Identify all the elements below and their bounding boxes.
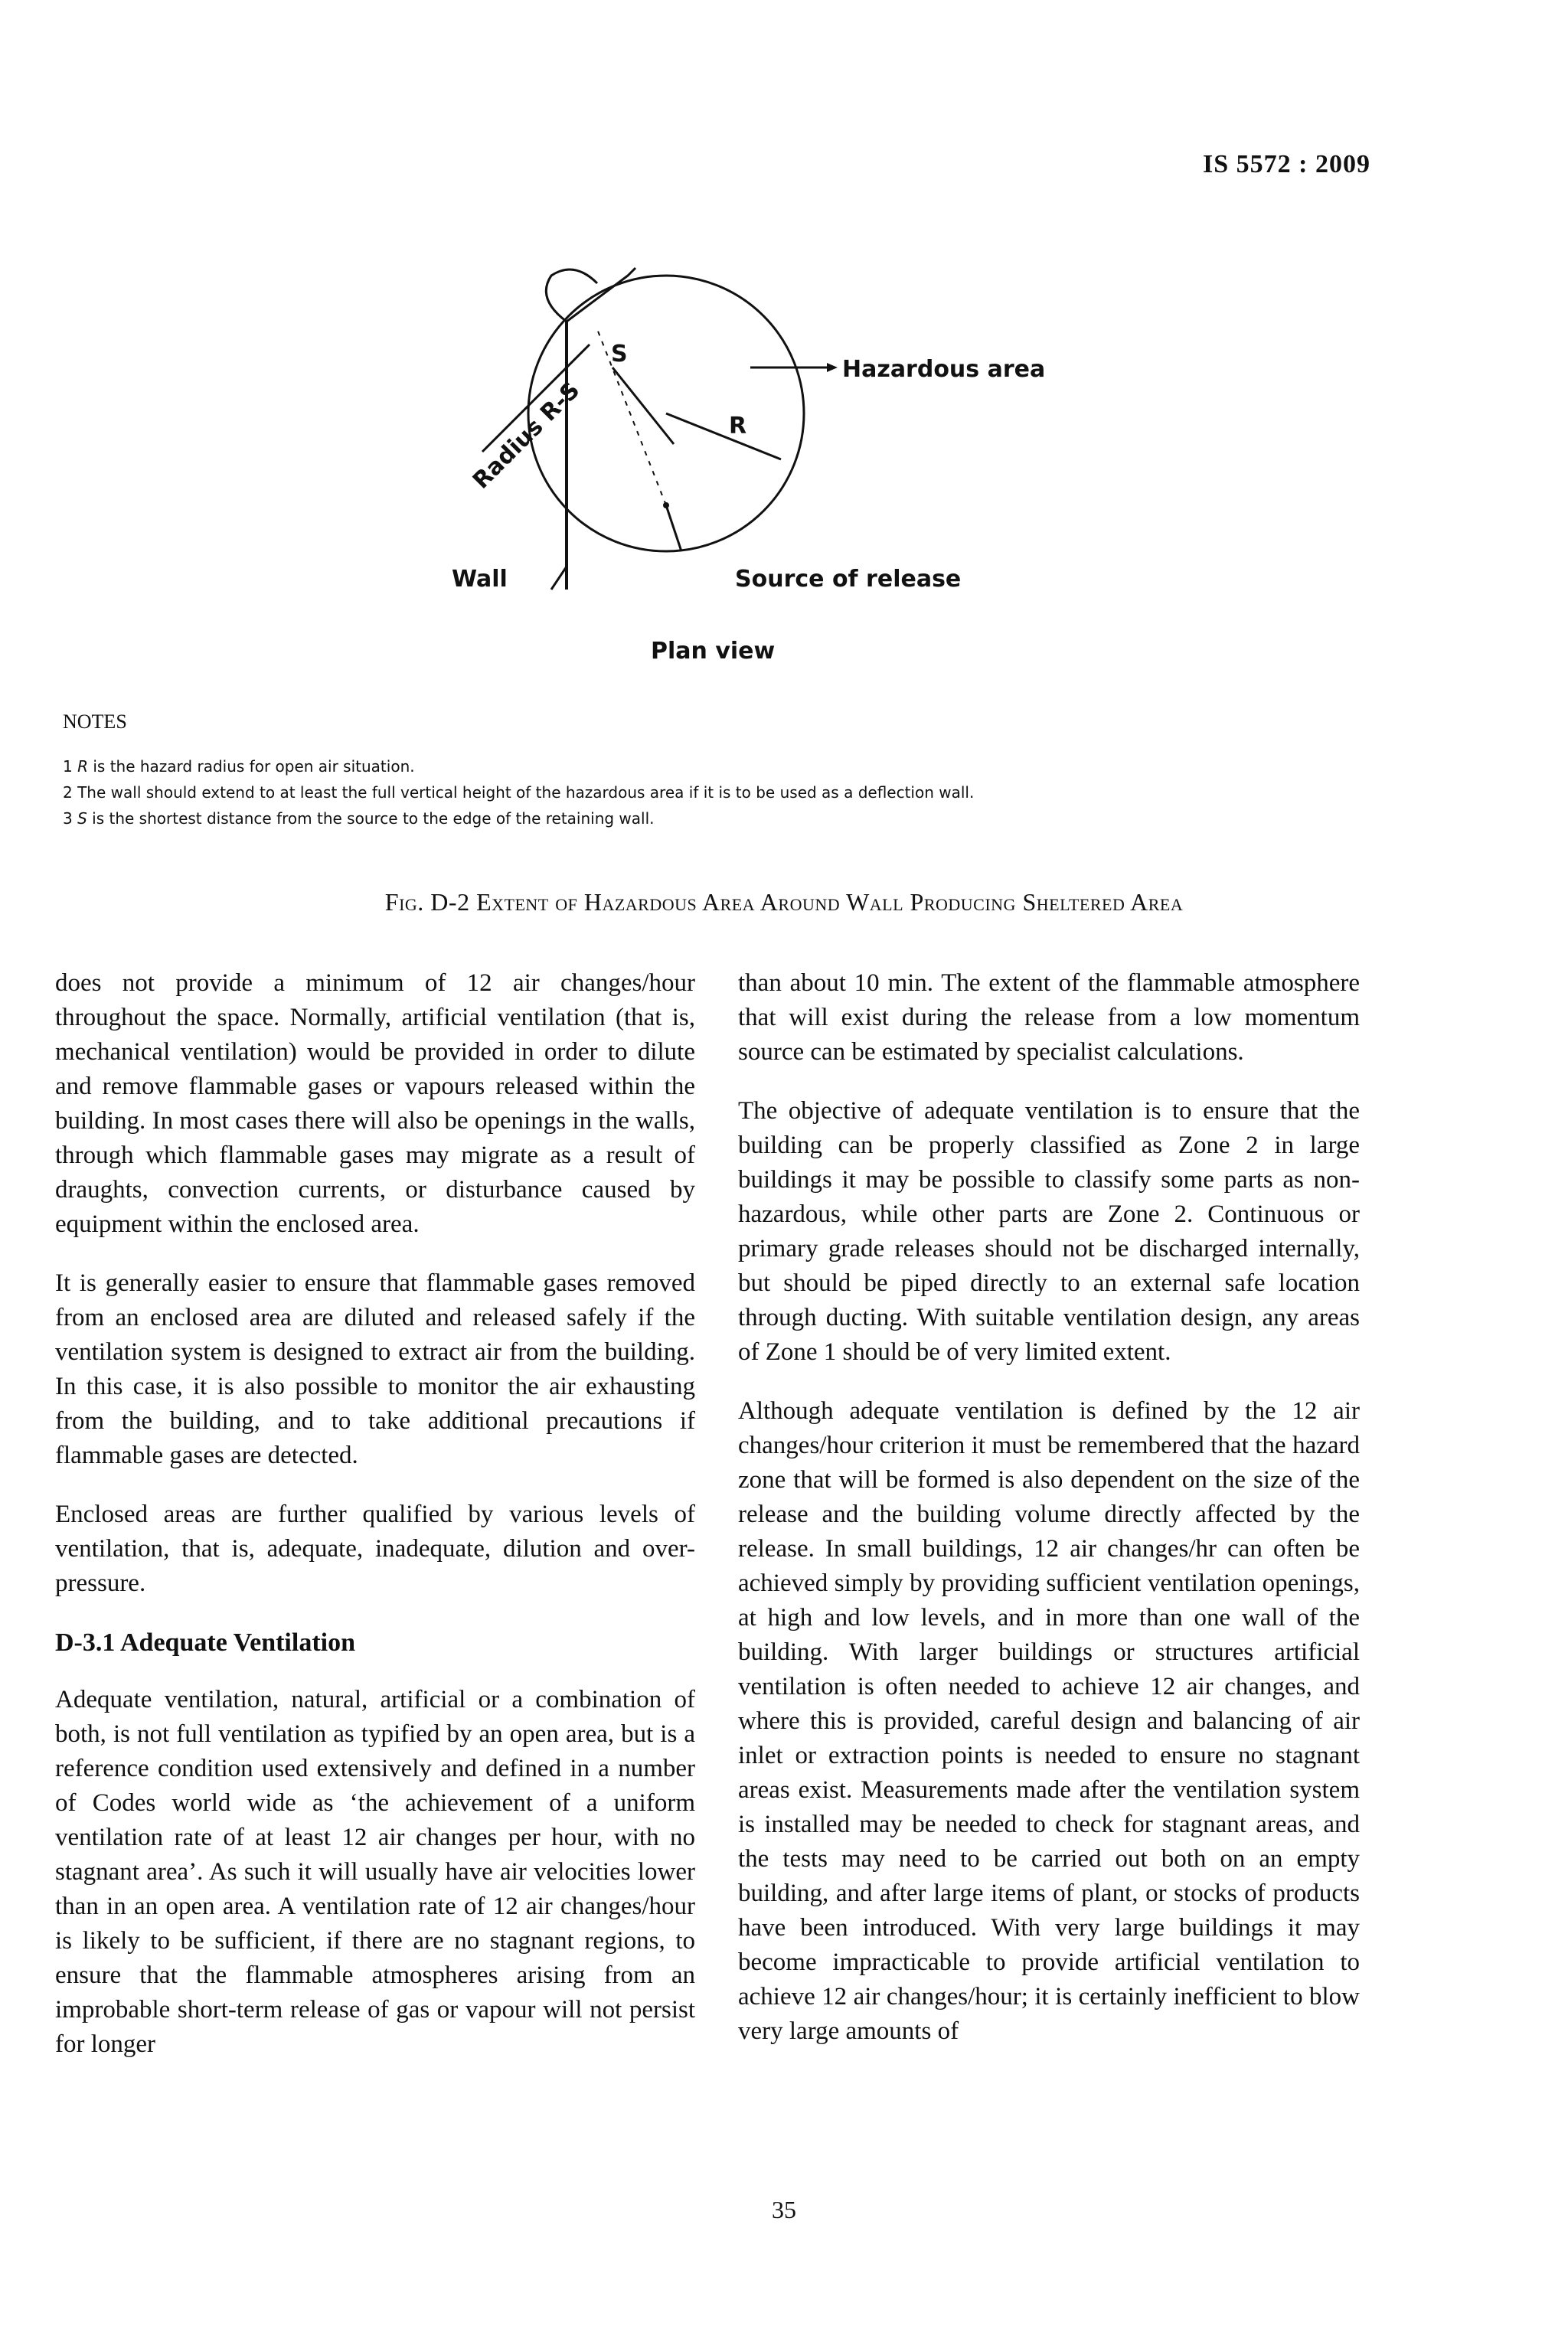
source-pointer (666, 505, 681, 551)
note-text: The wall should extend to at least the full vertical height of the hazardous area if it is to be used as a deflection wall. (77, 783, 975, 802)
label-r: R (729, 413, 747, 439)
section-heading: D-3.1 Adequate Ventilation (55, 1628, 355, 1657)
paragraph: than about 10 min. The extent of the flammable atmosphere that will exist during the release from a low momentum source can be estimated by specialist calculations. (738, 969, 1360, 1066)
note-symbol: S (77, 809, 87, 828)
right-column (738, 966, 1360, 2073)
s-line (612, 367, 674, 444)
paragraph: Enclosed areas are further qualified by various levels of ventilation, that is, adequate, inadequate, dilution and over-pressure. (55, 1501, 695, 1597)
label-wall: Wall (452, 566, 508, 593)
note-text: is the hazard radius for open air situation. (88, 757, 415, 776)
note-text: is the shortest distance from the source to the edge of the retaining wall. (87, 809, 655, 828)
hazard-diagram (291, 260, 1210, 689)
source-point (663, 502, 669, 508)
label-radius: Radius R-S (467, 377, 586, 495)
label-source: Source of release (735, 566, 962, 593)
left-column (55, 966, 695, 2086)
paragraph: The objective of adequate ventilation is to ensure that the building can be properly classified as Zone 2 in large buildings it may be possible to classify some parts as non-hazardous, while other parts are Zone 2. Continuous or primary grade releases should not be discharged internally, but should be piped directly to an external safe location through ducting. With suitable ventilation design, any areas of Zone 1 should be of very limited extent. (738, 1097, 1360, 1366)
standard-number: IS 5572 : 2009 (1203, 150, 1370, 178)
s-dashed-line (597, 329, 666, 505)
hazard-figure (291, 260, 1210, 689)
label-hazardous-area: Hazardous area (842, 356, 1046, 383)
note-2 (63, 779, 1441, 805)
wall-top (567, 268, 635, 322)
page-number: 35 (772, 2196, 796, 2223)
hazard-arrowhead (827, 363, 838, 372)
figure-notes (63, 710, 1441, 831)
note-number: 2 (63, 783, 73, 802)
paragraph: Adequate ventilation, natural, artificial or a combination of both, is not full ventilation as typified by an open area, but is a reference condition used extensively and defined in a number of Codes world wide as ‘the achievement of a uniform ventilation rate of at least 12 air changes per hour, with no stagnant area’. As such it will usually have air velocities lower than in an open area. A ventilation rate of 12 air changes/hour is likely to be sufficient, if there are no stagnant regions, to ensure that the flammable atmospheres arising from an improbable short-term release of gas or vapour will not persist for longer (55, 1686, 695, 2058)
r-line (666, 413, 781, 459)
note-1 (63, 753, 1441, 779)
note-number: 3 (63, 809, 73, 828)
note-number: 1 (63, 757, 73, 776)
notes-title: NOTES (63, 710, 127, 733)
paragraph: does not provide a minimum of 12 air changes/hour throughout the space. Normally, artificial ventilation (that is, mechanical ventilation) would be provided in order to dilute and remove flammable gases or vapours released within the building. In most cases there will also be openings in the walls, through which flammable gases may migrate as a result of draughts, convection currents, or disturbance caused by equipment within the enclosed area. (55, 969, 695, 1238)
label-plan-view: Plan view (651, 638, 776, 665)
label-s: S (611, 341, 628, 367)
note-symbol: R (77, 757, 88, 776)
paragraph: Although adequate ventilation is defined by the 12 air changes/hour criterion it must be remembered that the hazard zone that will be formed is also dependent on the size of the release and the building volume directly affected by the release. In small buildings, 12 air changes/hr can often be achieved simply by providing sufficient ventilation openings, at high and low levels, and in more than one wall of the building. With larger buildings or structures artificial ventilation is often needed to achieve 12 air changes, and where this is provided, careful design and balancing of air inlet or extraction points is needed to ensure no stagnant areas exist. Measurements made after the ventilation system is installed may be needed to check for stagnant areas, and the tests may need to be carried out both on an empty building, and after large items of plant, or stocks of products have been introduced. With very large buildings it may become impracticable to provide artificial ventilation to achieve 12 air changes/hour; it is certainly inefficient to blow very large amounts of (738, 1397, 1360, 2045)
figure-caption: Fig. D-2 Extent of Hazardous Area Around Wall Producing Sheltered Area (384, 888, 1184, 916)
wall-pointer (551, 567, 567, 590)
paragraph: It is generally easier to ensure that flammable gases removed from an enclosed area are diluted and released safely if the ventilation system is designed to extract air from the building. In this case, it is also possible to monitor the air exhausting from the building, and to take additional precautions if flammable gases are detected. (55, 1269, 695, 1469)
note-3 (63, 805, 1441, 831)
